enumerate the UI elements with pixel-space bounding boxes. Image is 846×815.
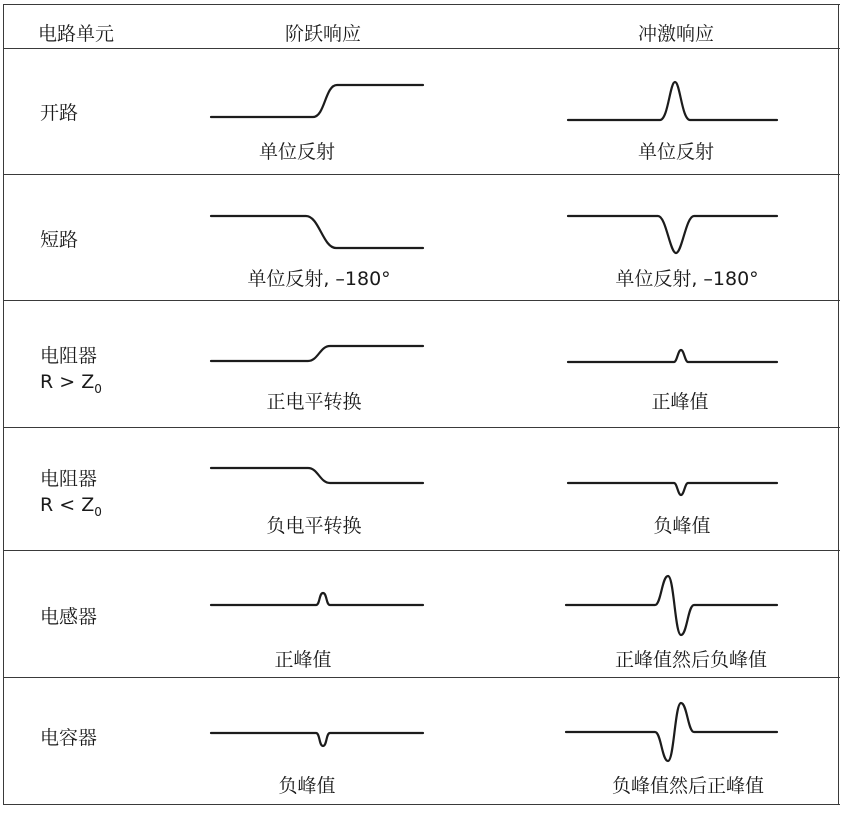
header-step-response: 阶跃响应: [285, 23, 362, 45]
row-label-text: 电容器: [40, 727, 98, 749]
header-circuit-element: 电路单元: [38, 23, 115, 45]
impulse-caption-capacitor: 负峰值然后正峰值: [611, 775, 765, 797]
row-label-text: 电阻器: [40, 345, 98, 367]
response-table: [3, 4, 840, 805]
row-label-text: 开路: [40, 102, 79, 124]
subscript-zero: 0: [94, 382, 102, 396]
impulse-caption-resistor-less: 负峰值: [653, 515, 711, 537]
impulse-caption-open: 单位反射: [637, 141, 715, 163]
impulse-caption-short: 单位反射, –180°: [615, 268, 759, 290]
step-caption-resistor-greater: 正电平转换: [266, 391, 362, 413]
row-label-text: 电阻器: [40, 468, 98, 490]
header-impulse-response: 冲激响应: [638, 23, 715, 45]
impulse-doublet-down-up-icon: [3, 4, 840, 805]
condition-text: R < Z: [40, 494, 95, 516]
step-caption-open: 单位反射: [258, 141, 336, 163]
step-caption-inductor: 正峰值: [274, 649, 332, 671]
impulse-caption-inductor: 正峰值然后负峰值: [614, 649, 768, 671]
impulse-caption-resistor-greater: 正峰值: [651, 391, 709, 413]
step-caption-capacitor: 负峰值: [278, 775, 336, 797]
row-label-text: 短路: [40, 229, 79, 251]
step-caption-resistor-less: 负电平转换: [266, 515, 362, 537]
subscript-zero: 0: [94, 505, 102, 519]
row-label-text: 电感器: [40, 606, 98, 628]
condition-text: R > Z: [40, 371, 95, 393]
step-caption-short: 单位反射, –180°: [247, 268, 391, 290]
